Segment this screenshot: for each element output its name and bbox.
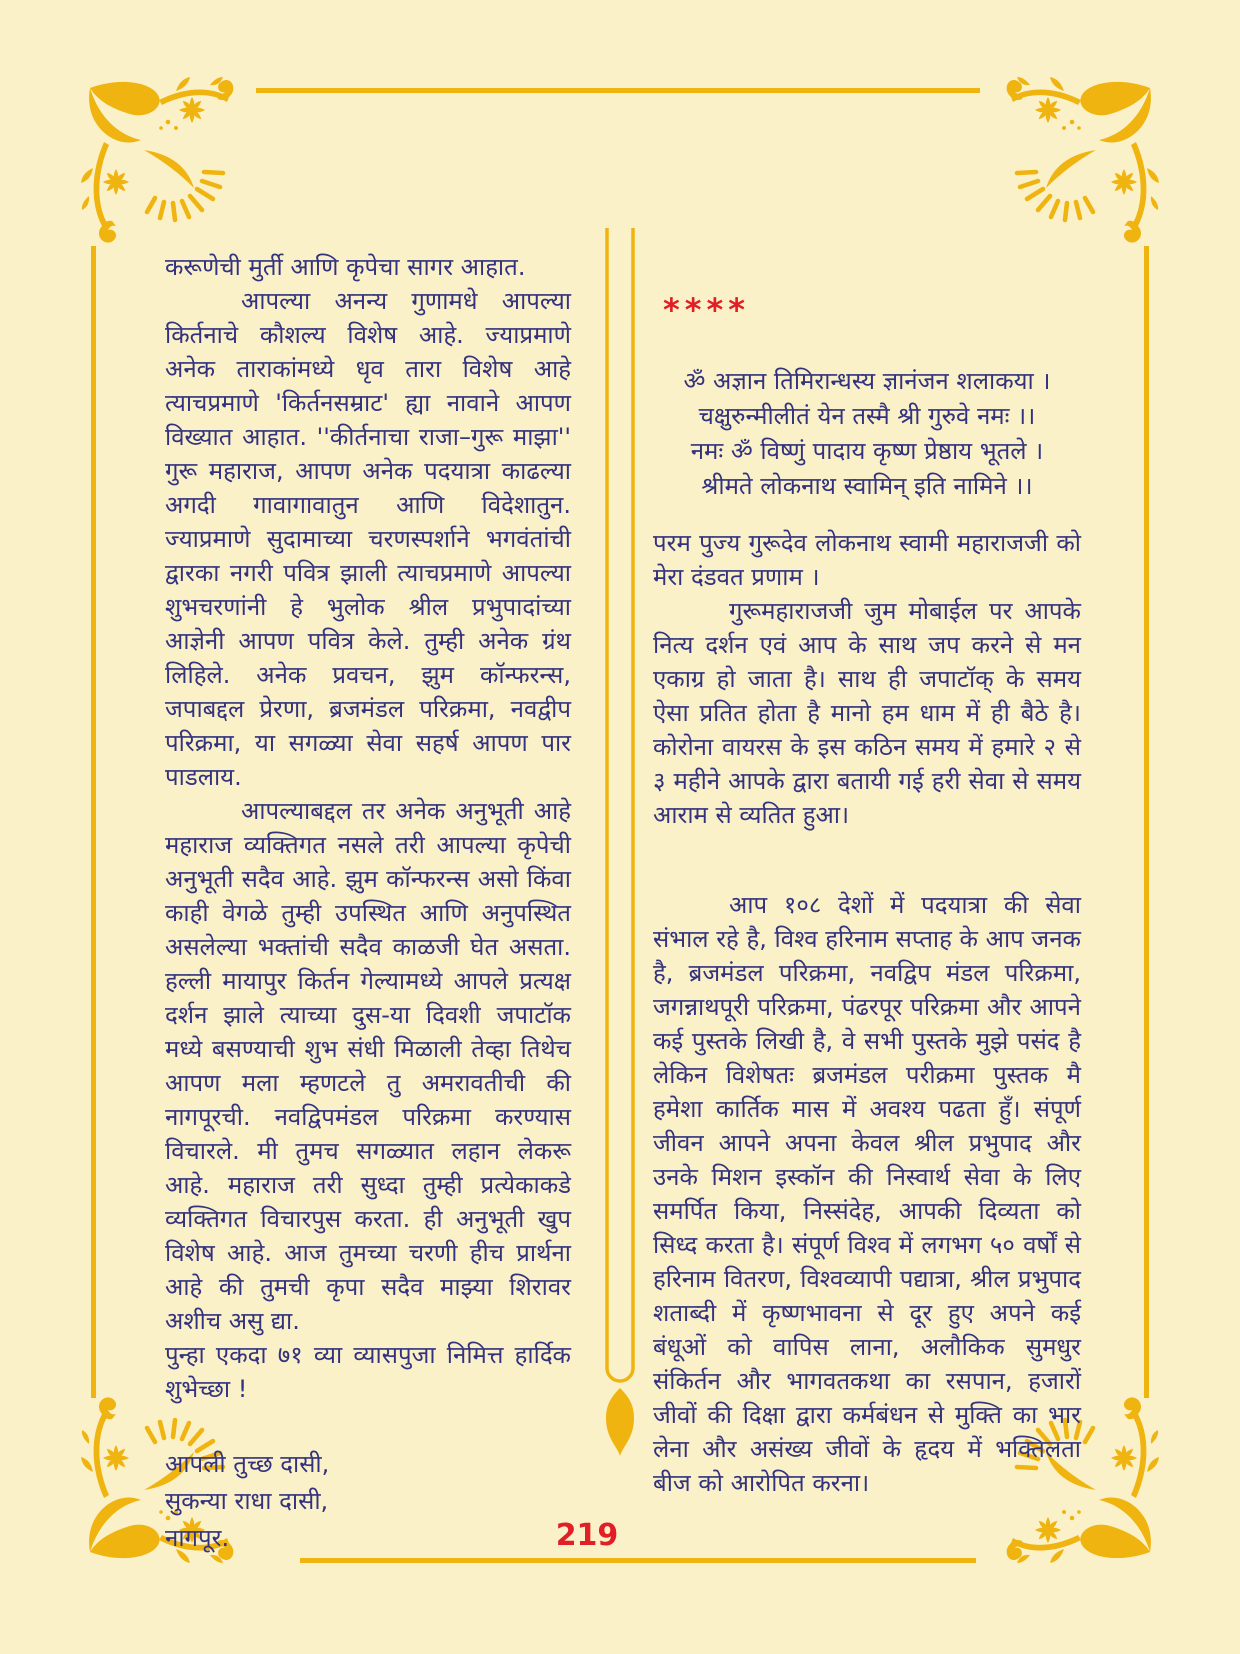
hindi-paragraph: आप १०८ देशों में पदयात्रा की सेवा संभाल रहे है, विश्व हरिनाम सप्ताह के आप जनक है, ब्रजमंडल परिक्रमा, नवद्विप मंडल परिक्रमा, जगन्नाथपूरी परिक्रमा, पंढरपूर परिक्रमा और आपने कई पुस्तके लिखी है, वे सभी पुस्तके मुझे पसंद है लेकिन विशेषतः ब्रजमंडल परीक्रमा पुस्तक मै हमेशा कार्तिक मास में अवश्य पढता हुँ। संपूर्ण जीवन आपने अपना केवल श्रील प्रभुपाद और उनके मिशन इस्कॉन की निस्वार्थ सेवा के लिए समर्पित किया, निस्संदेह, आपकी दिव्यता को सिध्द करता है। संपूर्ण विश्व में लगभग ५० वर्षों से हरिनाम वितरण, विश्वव्यापी पद्यात्रा, श्रील प्रभुपाद शताब्दी में कृष्णभावना से दूर हुए अपने कई बंधूओं को वापिस लाना, अलौकिक सुमधुर संकिर्तन और भागवतकथा का रसपान, हजारों जीवों की दिक्षा द्वारा कर्मबंधन से मुक्ति का भार लेना और असंख्य जीवों के हृदय में भक्तिलता बीज को आरोपित करना। [653, 891, 1081, 1497]
signature-line: आपली तुच्छ दासी, [165, 1450, 330, 1478]
hindi-paragraph: परम पुज्य गुरूदेव लोकनाथ स्वामी महाराजजी को मेरा दंडवत प्रणाम । [653, 529, 1081, 591]
right-column [653, 250, 1081, 1500]
signature-line: नागपूर. [165, 1524, 230, 1552]
floral-corner-ornament-icon [80, 76, 260, 256]
border-line-right [1144, 246, 1149, 1398]
shloka-line: चक्षुरुन्मीलीतं येन तस्मै श्री गुरुवे नमः ।। [698, 402, 1036, 430]
section-separator-asterisks: **** [663, 291, 750, 329]
marathi-paragraph: आपल्याबद्दल तर अनेक अनुभूती आहे महाराज व्यक्तिगत नसले तरी आपल्या कृपेची अनुभूती सदैव आहे. झुम कॉन्फरन्स असो किंवा काही वेगळे तुम्ही उपस्थित आणि अनुपस्थित असलेल्या भक्तांची सदैव काळजी घेत असता. हल्ली मायापुर किर्तन गेल्यामध्ये आपले प्रत्यक्ष दर्शन झाले त्याच्या दुस-या दिवशी जपाटॉक मध्ये बसण्याची शुभ संधी मिळाली तेव्हा तिथेच आपण मला म्हणटले तु अमरावतीची की नागपूरची. नवद्विपमंडल परिक्रमा करण्यास विचारले. मी तुमच सगळ्यात लहान लेकरू आहे. महाराज तरी सुध्दा तुम्ही प्रत्येकाकडे व्यक्तिगत विचारपुस करता. ही अनुभूती खुप विशेष आहे. आज तुमच्या चरणी हीच प्रार्थना आहे की तुमची कृपा सदैव माझ्या शिरावर अशीच असु द्या. [165, 797, 571, 1335]
shloka-line: श्रीमते लोकनाथ स्वामिन् इति नामिने ।। [701, 472, 1033, 500]
floral-corner-ornament-icon [980, 76, 1160, 256]
marathi-paragraph: करूणेची मुर्ती आणि कृपेचा सागर आहात. [165, 253, 526, 281]
column-divider-drop-icon [600, 228, 640, 1460]
marathi-paragraph: आपल्या अनन्य गुणामधे आपल्या किर्तनाचे कौशल्य विशेष आहे. ज्याप्रमाणे अनेक ताराकांमध्ये धृव तारा विशेष आहे त्याचप्रमाणे 'किर्तनसम्राट' ह्या नावाने आपण विख्यात आहात. ''कीर्तनाचा राजा–गुरू माझा'' गुरू महाराज, आपण अनेक पदयात्रा काढल्या अगदी गावागावातुन आणि विदेशातुन. ज्याप्रमाणे सुदामाच्या चरणस्पर्शाने भगवंतांची द्वारका नगरी पवित्र झाली त्याचप्रमाणे आपल्या शुभचरणांनी हे भुलोक श्रील प्रभुपादांच्या आज्ञेनी आपण पवित्र केले. तुम्ही अनेक ग्रंथ लिहिले. अनेक प्रवचन, झुम कॉन्फरन्स, जपाबद्दल प्रेरणा, ब्रजमंडल परिक्रमा, नवद्वीप परिक्रमा, या सगळ्या सेवा सहर्ष आपण पार पाडलाय. [165, 287, 571, 791]
marathi-paragraph: पुन्हा एकदा ७१ व्या व्यासपुजा निमित्त हार्दिक शुभेच्छा ! [165, 1341, 571, 1403]
page-number: 219 [555, 1518, 619, 1553]
left-column [165, 250, 571, 1557]
pranam-mantra-verse [653, 364, 1081, 504]
border-line-bottom [300, 1558, 976, 1563]
border-line-left [91, 246, 96, 1398]
signature-line: सुकन्या राधा दासी, [165, 1487, 329, 1515]
shloka-line: नमः ॐ विष्णुं पादाय कृष्ण प्रेष्ठाय भूतले । [690, 437, 1044, 465]
border-line-top [256, 88, 980, 93]
shloka-line: ॐ अज्ञान तिमिरान्धस्य ज्ञानंजन शलाकया । [683, 367, 1051, 395]
hindi-paragraph: गुरूमहाराजजी जुम मोबाईल पर आपके नित्य दर्शन एवं आप के साथ जप करने से मन एकाग्र हो जाता है। साथ ही जपाटॉक् के समय ऐसा प्रतित होता है मानो हम धाम में ही बैठे है। कोरोना वायरस के इस कठिन समय में हमारे २ से ३ महीने आपके द्वारा बतायी गई हरी सेवा से समय आराम से व्यतित हुआ। [653, 597, 1081, 829]
